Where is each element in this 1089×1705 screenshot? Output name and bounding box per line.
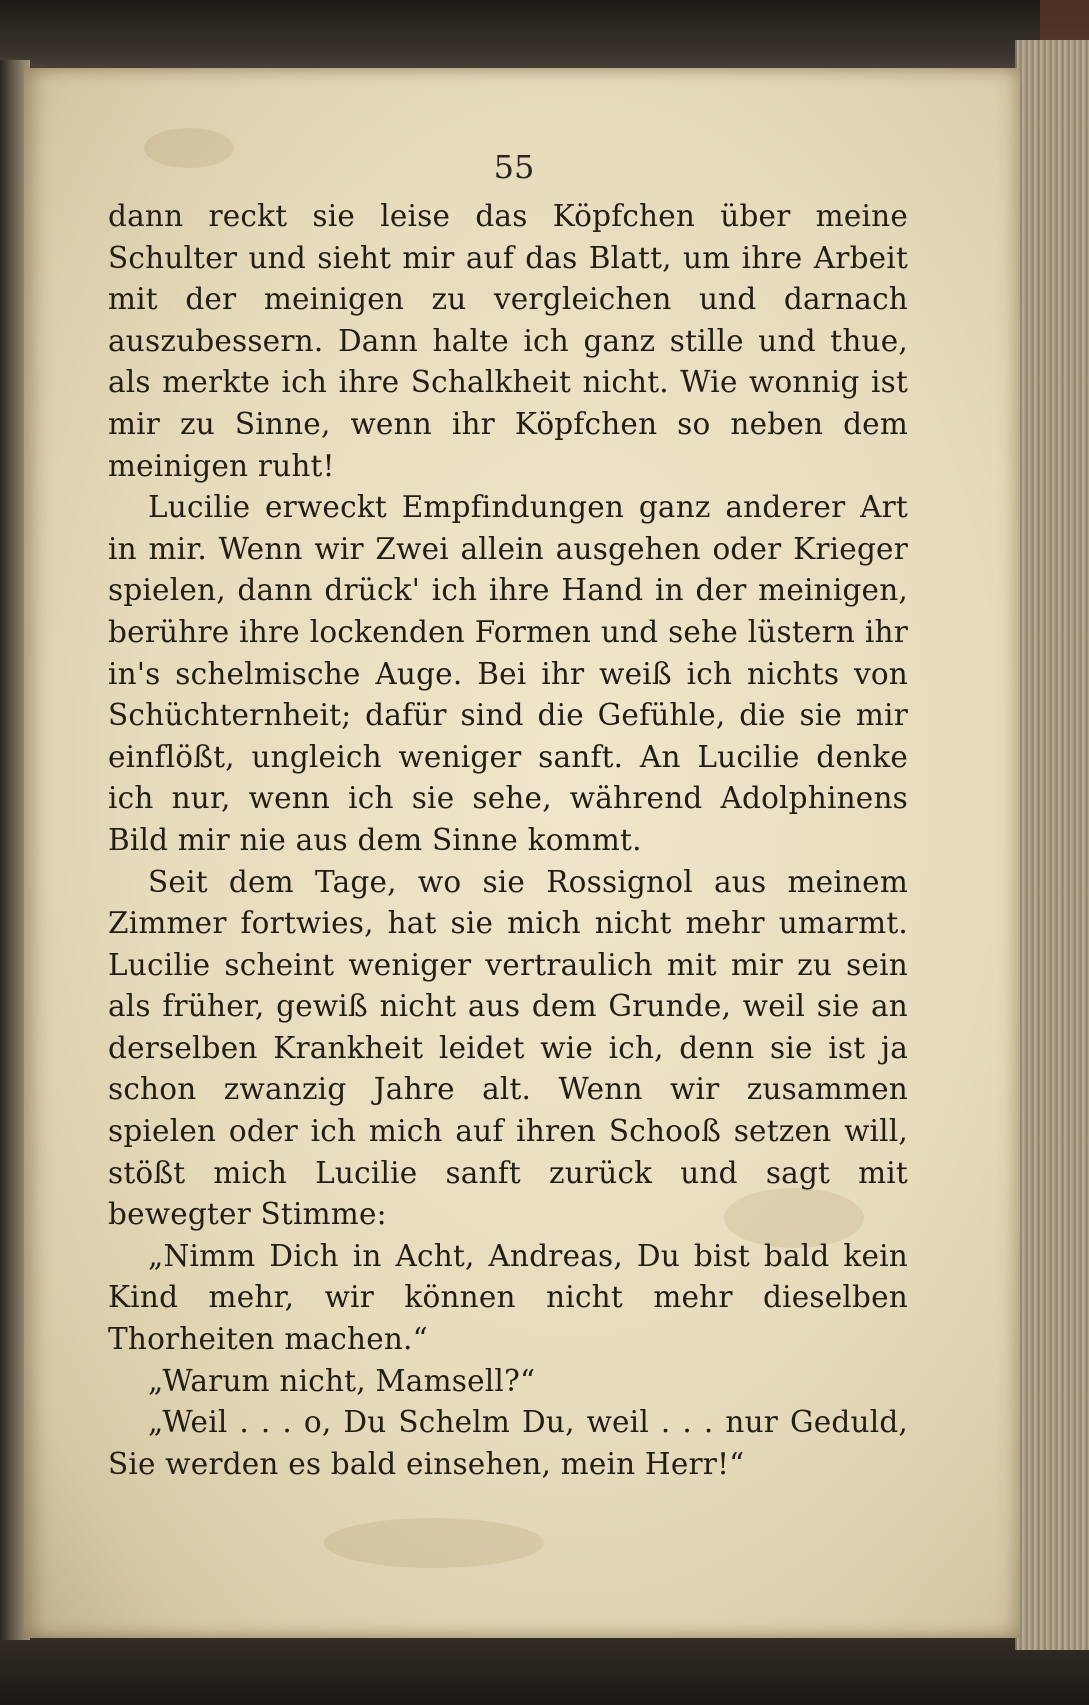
- paragraph: Lucilie erweckt Empfindungen ganz anderer Art in mir. Wenn wir Zwei allein ausgehen oder Krieger spielen, dann drück' ich ihre Hand in der meinigen, berühre ihre lockenden Formen und sehe lüstern ihr in's schelmische Auge. Bei ihr weiß ich nichts von Schüchternheit; dafür sind die Gefühle, die sie mir einflößt, ungleich weniger sanft. An Lucilie denke ich nur, wenn ich sie sehe, während Adolphinens Bild mir nie aus dem Sinne kommt.: [108, 490, 908, 857]
- paragraph: „Warum nicht, Mamsell?“: [148, 1363, 536, 1398]
- paragraph: Seit dem Tage, wo sie Rossignol aus meinem Zimmer fortwies, hat sie mich nicht mehr umarmt. Lucilie scheint weniger vertraulich mit mir zu sein als früher, gewiß nicht aus dem Grunde, weil sie an derselben Krankheit leidet wie ich, denn sie ist ja schon zwanzig Jahre alt. Wenn wir zusammen spielen oder ich mich auf ihren Schooß setzen will, stößt mich Lucilie sanft zurück und sagt mit bewegter Stimme:: [108, 864, 908, 1232]
- stain-mark: [144, 128, 234, 168]
- paragraph: „Nimm Dich in Acht, Andreas, Du bist bald kein Kind mehr, wir können nicht mehr dieselben Thorheiten machen.“: [108, 1238, 908, 1357]
- page-number: 55: [493, 148, 535, 186]
- paragraph: dann reckt sie leise das Köpfchen über meine Schulter und sieht mir auf das Blatt, um ihre Arbeit mit der meinigen zu vergleichen und darnach auszubessern. Dann halte ich ganz stille und thue, als merkte ich ihre Schalkheit nicht. Wie wonnig ist mir zu Sinne, wenn ihr Köpfchen so neben dem meinigen ruht!: [108, 199, 908, 483]
- page-edges: [1015, 40, 1089, 1650]
- book-page: [24, 68, 1020, 1638]
- paragraph: „Weil . . . o, Du Schelm Du, weil . . . nur Geduld, Sie werden es bald einsehen, mein Herr!“: [108, 1405, 908, 1481]
- body-text: [108, 196, 908, 1485]
- stain-mark: [324, 1518, 544, 1568]
